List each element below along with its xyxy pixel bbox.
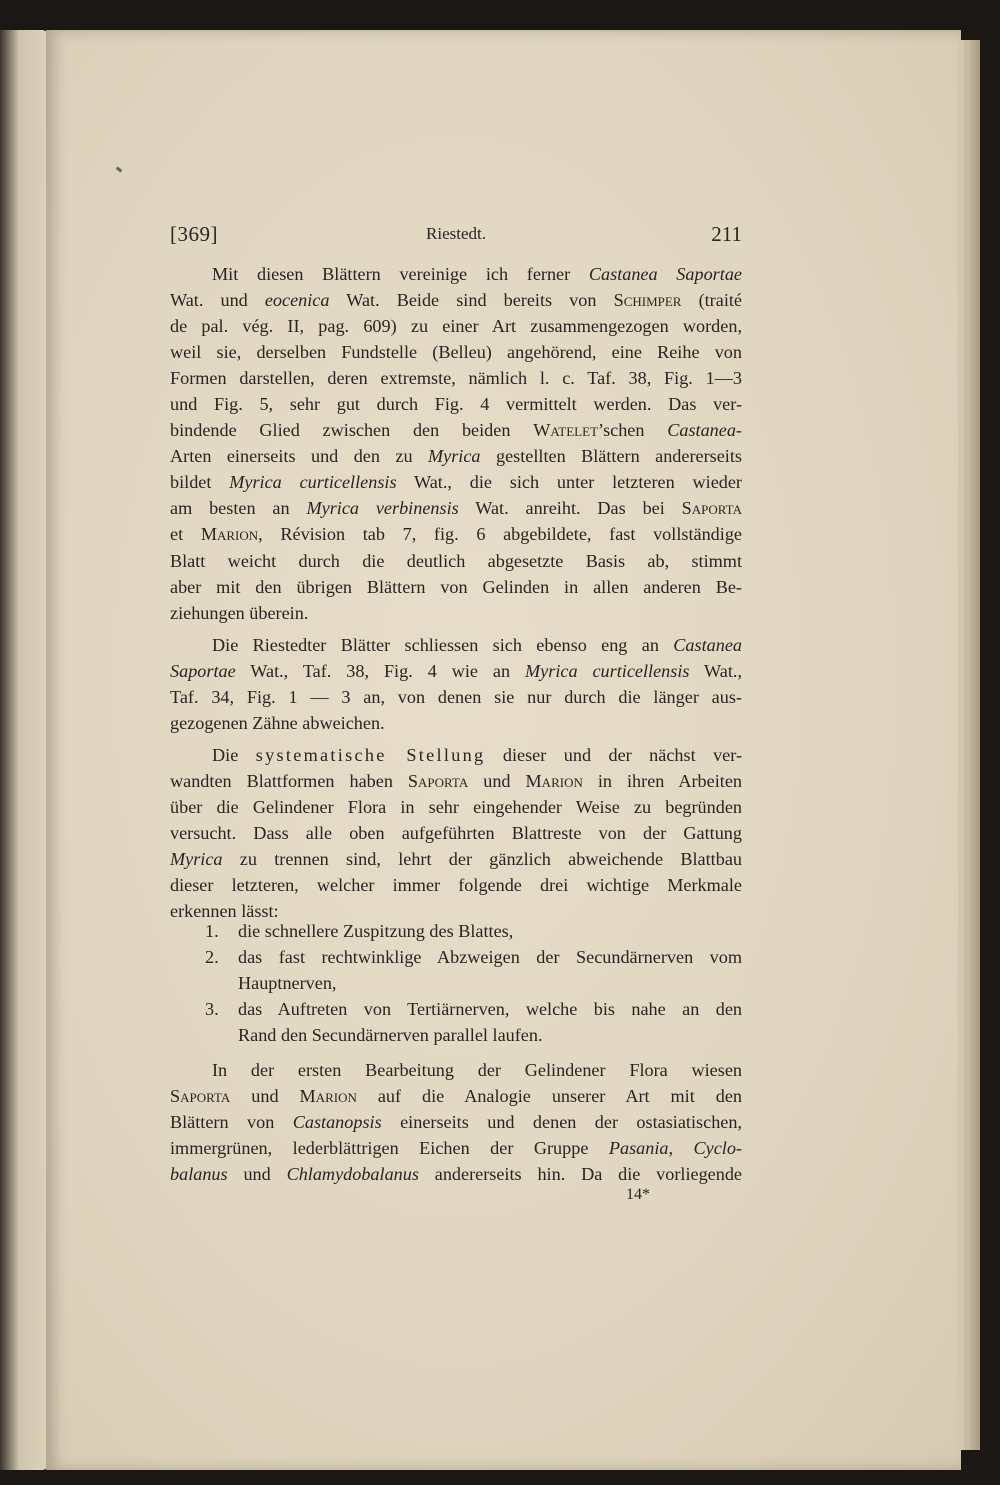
running-title: Riestedt. bbox=[426, 224, 486, 243]
italic-term: Saportae bbox=[170, 660, 236, 681]
text-run: und bbox=[230, 1086, 300, 1107]
text-line bbox=[170, 872, 742, 898]
text-line bbox=[170, 287, 742, 313]
text-run: Wat., Taf. 38, Fig. 4 wie an bbox=[235, 660, 526, 681]
text-run: Wat., die sich unter letzteren wieder bbox=[396, 472, 742, 493]
italic-term: Castanea Saportae bbox=[588, 264, 742, 284]
text-line bbox=[170, 339, 742, 365]
text-run: und bbox=[468, 770, 526, 791]
author-name: Marion bbox=[525, 770, 583, 791]
author-name: Watelet bbox=[533, 420, 599, 441]
body-text bbox=[170, 1057, 742, 1187]
list-item-text: Rand den Secundärnerven parallel laufen. bbox=[238, 1025, 543, 1045]
text-run: andererseits hin. Da die vorliegende bbox=[418, 1164, 743, 1185]
text-run: und bbox=[227, 1164, 287, 1185]
text-run: ziehungen überein. bbox=[170, 602, 309, 623]
text-run: systematische Stellung bbox=[255, 744, 486, 765]
text-line bbox=[170, 391, 742, 417]
list-item-text: Hauptnerven, bbox=[238, 973, 337, 993]
italic-term: Myrica curticellensis bbox=[525, 660, 690, 681]
numbered-list bbox=[205, 918, 742, 1048]
text-run: und Fig. 5, sehr gut durch Fig. 4 vermittelt werden. Das ver- bbox=[170, 394, 742, 415]
text-run: bildet bbox=[170, 472, 230, 493]
paragraph bbox=[170, 742, 742, 924]
text-line bbox=[170, 417, 742, 443]
text-line bbox=[170, 443, 742, 469]
paragraph bbox=[170, 261, 742, 626]
text-run: , Révision tab 7, fig. 6 abgebildete, fast vollständige bbox=[258, 524, 742, 545]
text-run: (traité bbox=[681, 290, 742, 311]
text-line bbox=[170, 313, 742, 339]
list-number: 3. bbox=[205, 999, 219, 1019]
text-run: weil sie, derselben Fundstelle (Belleu) angehörend, eine Reihe von bbox=[170, 342, 742, 363]
body-text bbox=[170, 261, 742, 924]
text-run: gestellten Blättern andererseits bbox=[480, 446, 742, 467]
text-line bbox=[170, 521, 742, 547]
text-line bbox=[170, 469, 742, 495]
text-run: erkennen lässt: bbox=[170, 901, 279, 922]
author-name: Schimper bbox=[613, 290, 682, 311]
text-run: Wat. und bbox=[170, 290, 265, 311]
text-run: Arten einerseits und den zu bbox=[170, 446, 428, 467]
text-run: et bbox=[170, 524, 201, 545]
italic-term: balanus bbox=[170, 1164, 228, 1185]
text-run: einerseits und denen der ostasiatischen, bbox=[381, 1112, 742, 1133]
text-run: dieser letzteren, welcher immer folgende drei wichtige Merkmale bbox=[170, 875, 742, 896]
text-line bbox=[170, 768, 742, 794]
text-run: versucht. Dass alle oben aufgeführten Blattreste von der Gattung bbox=[170, 822, 742, 843]
italic-term: Castanopsis bbox=[292, 1112, 382, 1133]
text-run: In der ersten Bearbeitung der Gelindener Flora wiesen bbox=[212, 1060, 742, 1080]
text-run: Wat. Beide sind bereits von bbox=[329, 290, 614, 311]
text-run: Mit diesen Blättern vereinige ich ferner bbox=[212, 264, 589, 284]
text-run: aber mit den übrigen Blättern von Gelinden in allen anderen Be- bbox=[170, 576, 742, 597]
paragraph bbox=[170, 1057, 742, 1187]
text-line bbox=[170, 495, 742, 521]
text-line bbox=[170, 820, 742, 846]
text-line bbox=[170, 742, 742, 768]
text-run: über die Gelindener Flora in sehr eingehender Weise zu begründen bbox=[170, 796, 742, 817]
text-line bbox=[170, 632, 742, 658]
text-run: Die Riestedter Blätter schliessen sich ebenso eng an bbox=[212, 634, 674, 655]
text-line bbox=[170, 710, 742, 736]
list-number: 1. bbox=[205, 921, 219, 941]
author-name: Saporta bbox=[681, 498, 742, 519]
list-item bbox=[205, 996, 742, 1048]
previous-page-edge bbox=[0, 30, 48, 1470]
text-line bbox=[170, 600, 742, 626]
list-item-text: die schnellere Zuspitzung des Blattes, bbox=[238, 921, 514, 941]
text-line bbox=[170, 548, 742, 574]
italic-term: eocenica bbox=[264, 290, 330, 311]
text-run: Formen darstellen, deren extremste, nämlich l. c. Taf. 38, Fig. 1—3 bbox=[170, 368, 742, 389]
italic-term: Myrica curticellensis bbox=[229, 472, 397, 493]
text-run: wandten Blattformen haben bbox=[170, 770, 408, 791]
page-stack-edge bbox=[970, 40, 980, 1450]
list-item-text: das Auftreten von Tertiärnerven, welche bis nahe an den bbox=[238, 999, 742, 1019]
text-run: zu trennen sind, lehrt der gänzlich abweichende Blattbau bbox=[222, 849, 742, 870]
author-name: Marion bbox=[200, 524, 259, 545]
text-run: Blättern von bbox=[170, 1112, 293, 1133]
signature-mark: 14* bbox=[626, 1186, 650, 1203]
text-run: Wat., bbox=[689, 660, 742, 681]
italic-term: Myrica bbox=[170, 849, 223, 870]
text-run: dieser und der nächst ver- bbox=[485, 744, 742, 765]
list-item bbox=[205, 944, 742, 996]
author-name: Saporta bbox=[407, 770, 469, 791]
text-line bbox=[170, 684, 742, 710]
italic-term: Chlamydobalanus bbox=[286, 1164, 419, 1185]
text-line bbox=[170, 1109, 742, 1135]
text-line bbox=[170, 261, 742, 287]
text-run: Taf. 34, Fig. 1 — 3 an, von denen sie nur durch die länger aus- bbox=[170, 686, 742, 707]
italic-term: Castanea- bbox=[667, 420, 742, 441]
italic-term: Castanea bbox=[673, 634, 742, 655]
text-run: in ihren Arbeiten bbox=[582, 770, 742, 791]
list-number: 2. bbox=[205, 947, 219, 967]
text-run: auf die Analogie unserer Art mit den bbox=[356, 1086, 743, 1107]
text-run: Blatt weicht durch die deutlich abgesetzte Basis ab, stimmt bbox=[170, 550, 742, 571]
italic-term: Myrica verbinensis bbox=[306, 498, 459, 519]
section-number: [369] bbox=[170, 222, 218, 246]
text-run: am besten an bbox=[170, 498, 307, 519]
text-line bbox=[170, 574, 742, 600]
text-line bbox=[170, 1057, 742, 1083]
text-run: Wat. anreiht. Das bei bbox=[458, 498, 682, 519]
italic-term: Pasania, Cyclo- bbox=[608, 1138, 742, 1159]
italic-term: Myrica bbox=[428, 446, 481, 467]
text-run: bindende Glied zwischen den beiden bbox=[170, 420, 534, 441]
list-item bbox=[205, 918, 742, 944]
text-line bbox=[170, 1161, 742, 1187]
text-line bbox=[170, 1135, 742, 1161]
page-number: 211 bbox=[711, 222, 742, 246]
text-line bbox=[170, 794, 742, 820]
text-line bbox=[170, 1083, 742, 1109]
author-name: Marion bbox=[299, 1086, 357, 1107]
author-name: Saporta bbox=[170, 1086, 231, 1107]
list-item-text: das fast rechtwinklige Abzweigen der Secundärnerven vom bbox=[238, 947, 742, 967]
paragraph bbox=[170, 632, 742, 736]
text-run: ’schen bbox=[598, 420, 668, 441]
text-run: Die bbox=[212, 744, 256, 765]
running-header bbox=[170, 222, 742, 252]
text-run: immergrünen, lederblättrigen Eichen der Gruppe bbox=[170, 1138, 609, 1159]
text-run: de pal. vég. II, pag. 609) zu einer Art zusammengezogen worden, bbox=[170, 316, 742, 337]
text-line bbox=[170, 365, 742, 391]
text-line bbox=[170, 658, 742, 684]
text-line bbox=[170, 846, 742, 872]
text-run: gezogenen Zähne abweichen. bbox=[170, 712, 385, 733]
